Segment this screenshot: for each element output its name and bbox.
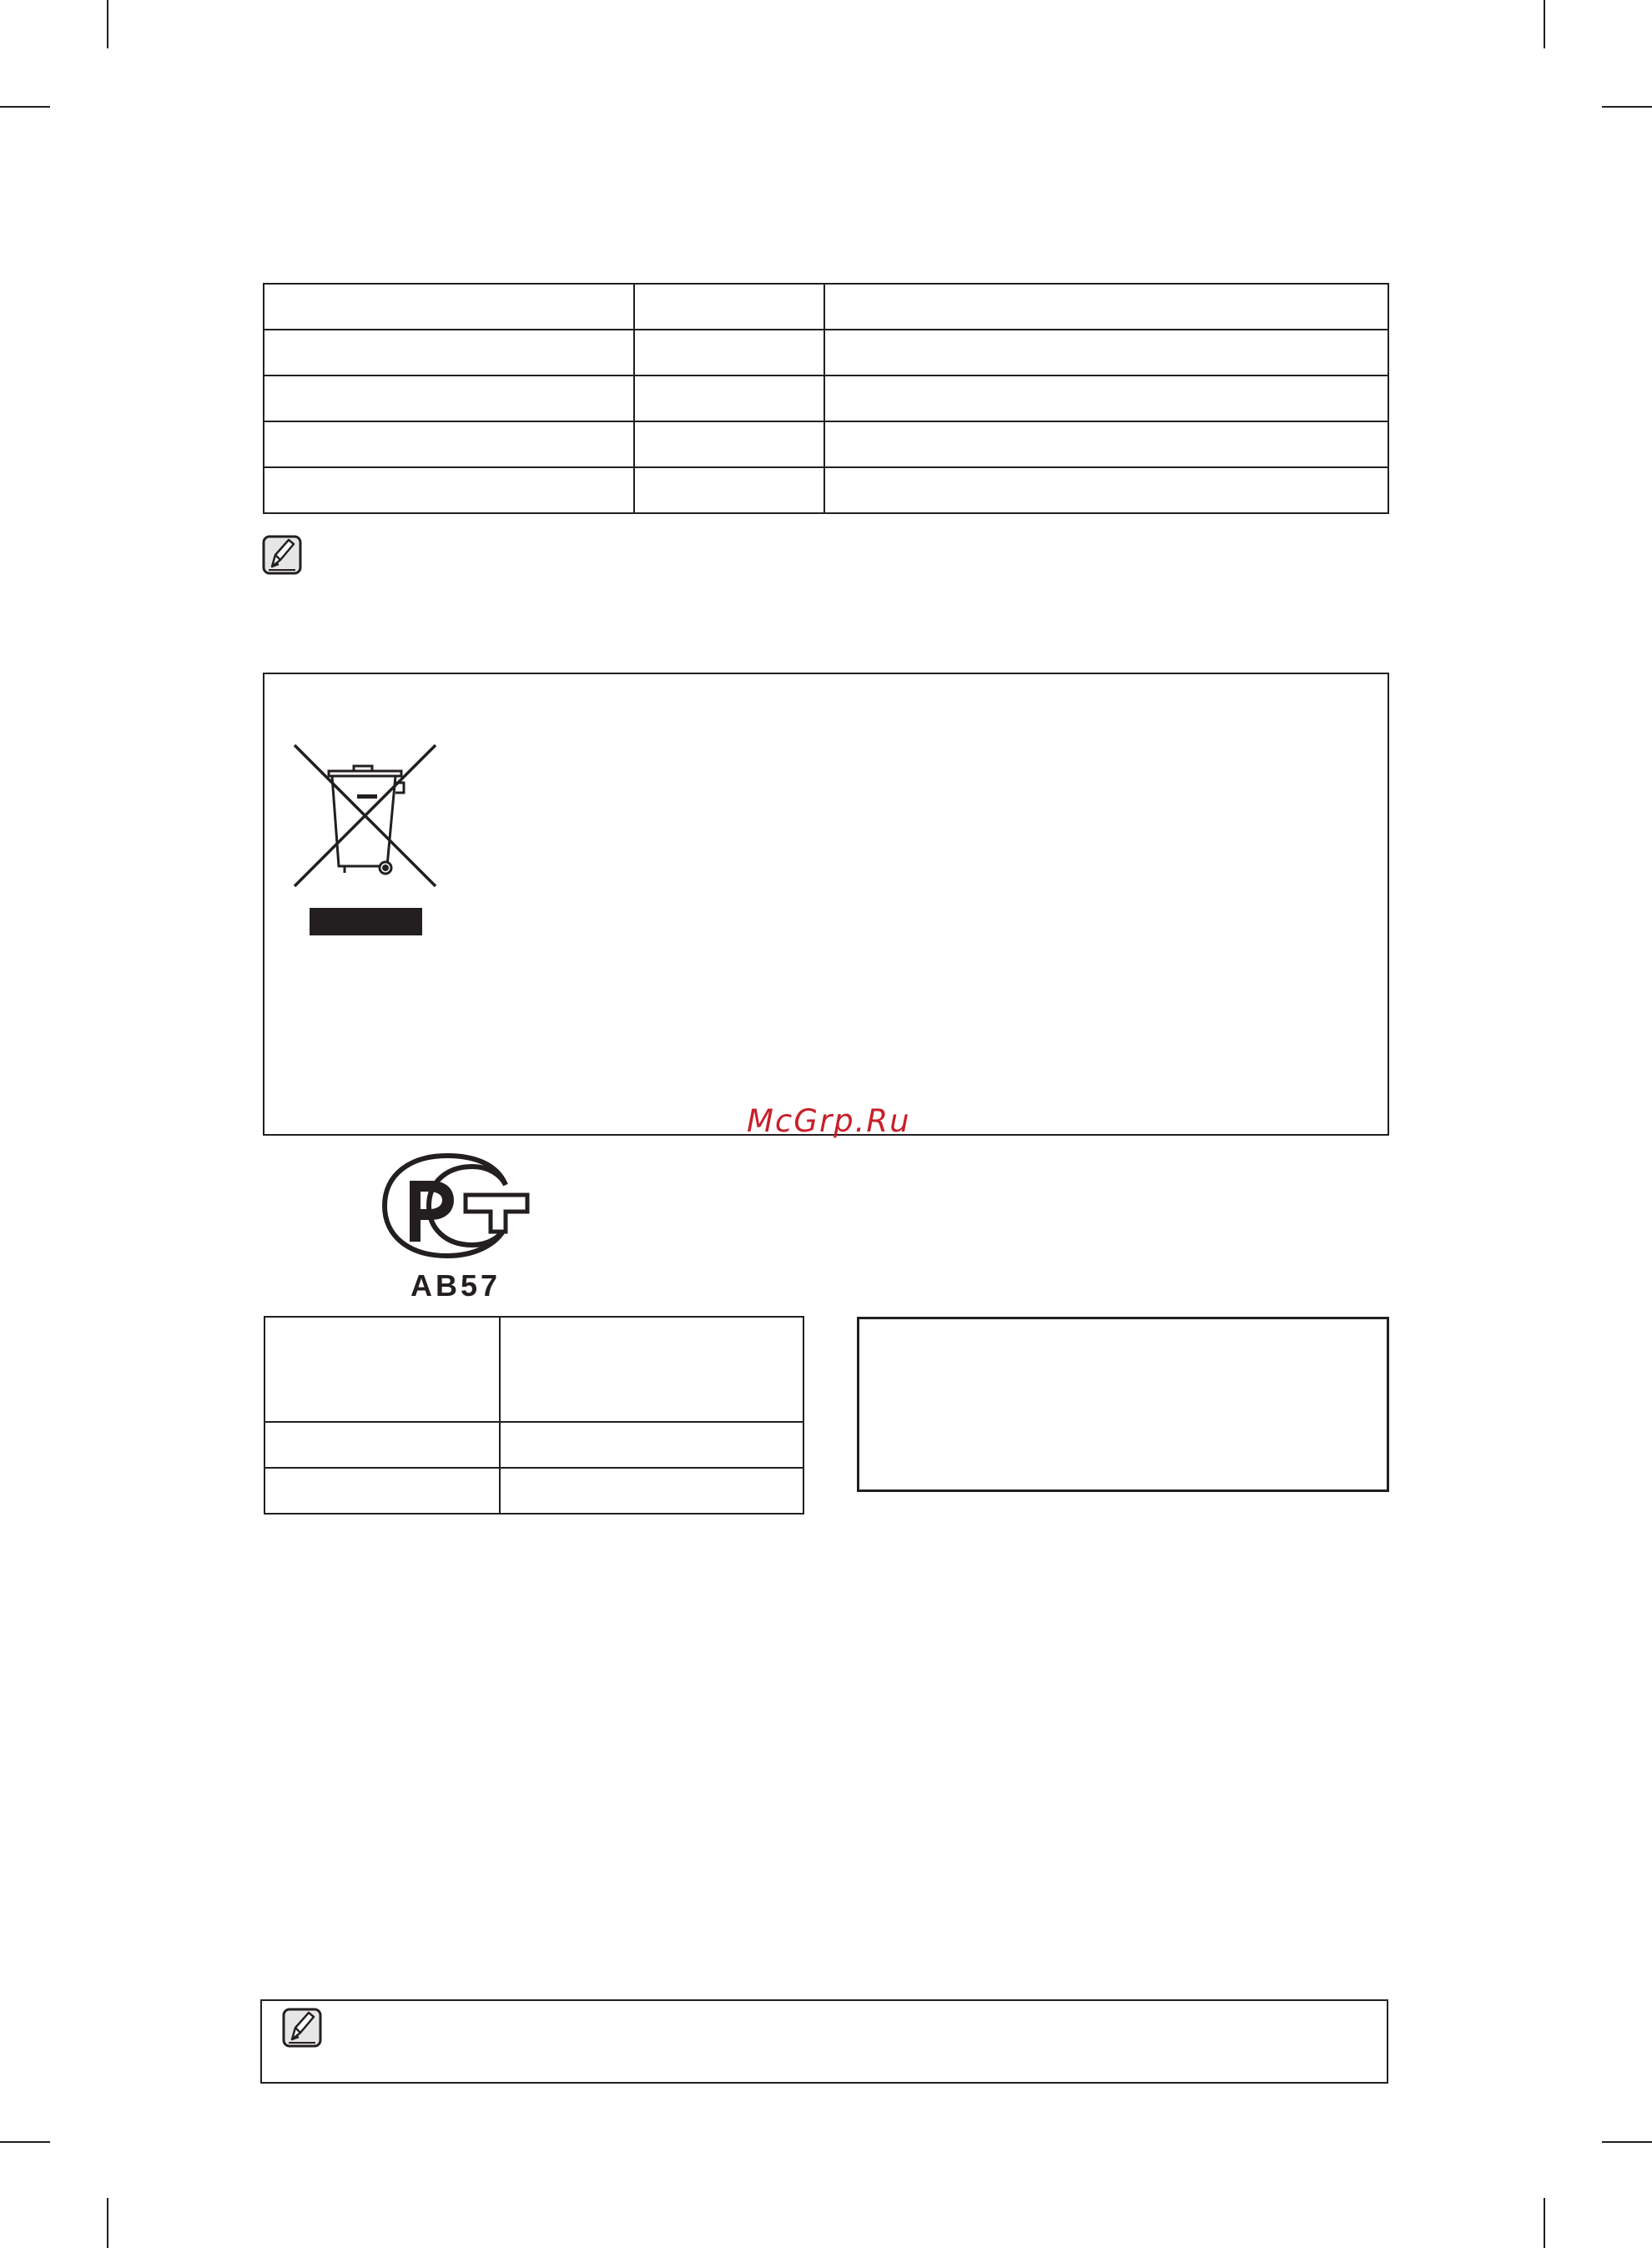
watermark-text: McGrp.Ru <box>747 1103 911 1139</box>
crop-mark-top-left-vertical <box>107 0 108 48</box>
table-cell <box>500 1317 803 1422</box>
weee-black-bar <box>310 908 422 935</box>
crop-mark-top-right-vertical <box>1544 0 1545 48</box>
table-row <box>264 1317 803 1422</box>
table-cell <box>500 1468 803 1514</box>
table-cell <box>824 467 1388 513</box>
crop-mark-top-right-horizontal <box>1602 106 1652 108</box>
crop-mark-bottom-right-horizontal <box>1602 2141 1652 2143</box>
table-row <box>264 1468 803 1514</box>
info-box <box>857 1317 1389 1492</box>
table-cell <box>264 421 634 467</box>
table-cell <box>824 421 1388 467</box>
bottom-note-box <box>260 1999 1388 2084</box>
table-cell <box>264 1317 500 1422</box>
pct-certification-icon <box>380 1152 531 1262</box>
certification-code: AB57 <box>410 1268 501 1303</box>
table-cell <box>264 467 634 513</box>
note-pencil-icon <box>262 535 304 577</box>
crop-mark-bottom-left-vertical <box>107 2198 108 2248</box>
table-cell <box>634 376 824 421</box>
table-cell <box>500 1422 803 1468</box>
table-cell <box>634 284 824 330</box>
manufacturer-table <box>264 1316 804 1515</box>
table-cell <box>264 1422 500 1468</box>
table-cell <box>634 421 824 467</box>
crossed-out-bin-icon <box>292 743 438 889</box>
table-cell <box>264 376 634 421</box>
table-row <box>264 376 1388 421</box>
table-cell <box>264 284 634 330</box>
table-cell <box>264 330 634 376</box>
crop-mark-bottom-right-vertical <box>1544 2198 1545 2248</box>
table-cell <box>824 284 1388 330</box>
table-cell <box>824 376 1388 421</box>
note-pencil-icon <box>282 2008 324 2049</box>
crop-mark-bottom-left-horizontal <box>0 2141 50 2143</box>
table-cell <box>634 330 824 376</box>
table-row <box>264 284 1388 330</box>
table-row <box>264 421 1388 467</box>
table-cell <box>264 1468 500 1514</box>
table-cell <box>824 330 1388 376</box>
table-row <box>264 467 1388 513</box>
table-row <box>264 1422 803 1468</box>
spec-table <box>263 283 1389 514</box>
table-row <box>264 330 1388 376</box>
table-cell <box>634 467 824 513</box>
crop-mark-top-left-horizontal <box>0 106 50 108</box>
